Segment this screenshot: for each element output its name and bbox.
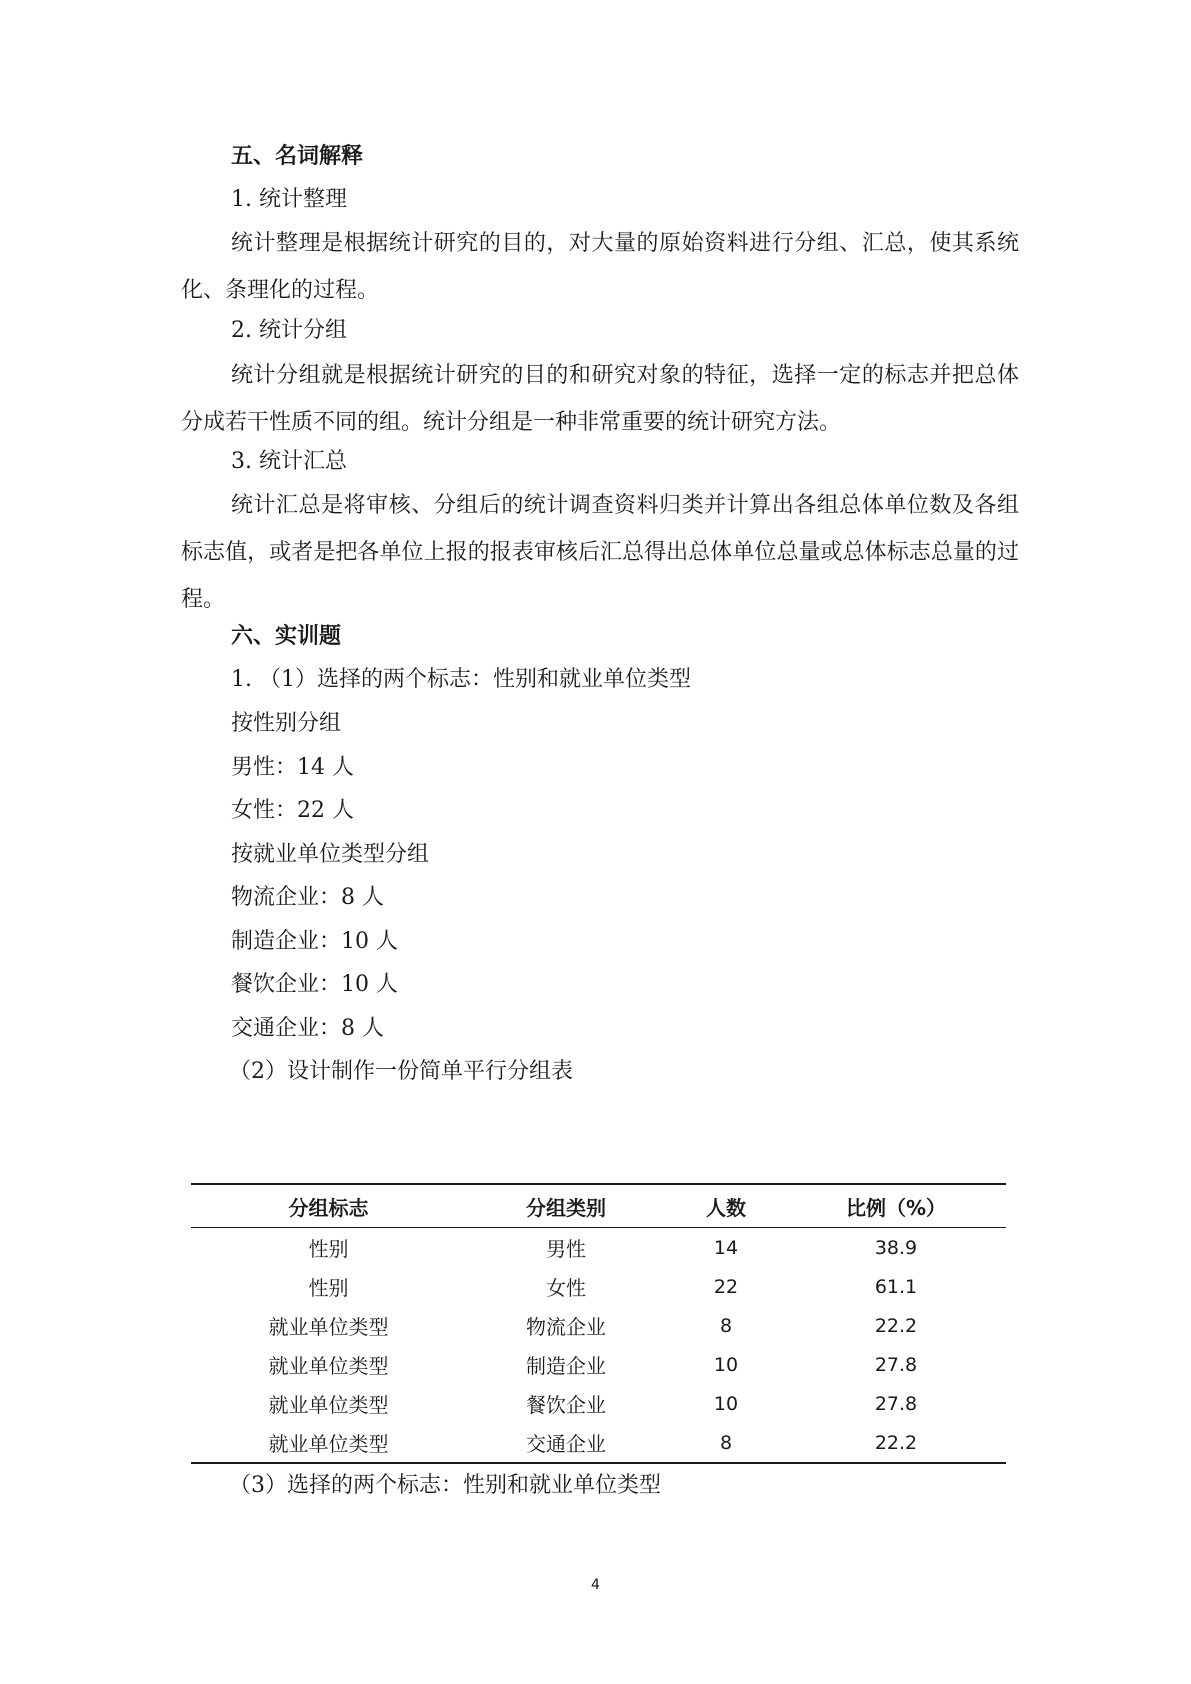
section5-heading: 五、名词解释 — [231, 144, 364, 169]
cell-headcount: 14 — [713, 1236, 739, 1259]
header-group-category: 分组类别 — [466, 1184, 666, 1228]
part2-label: （2）设计制作一份简单平行分组表 — [229, 1059, 573, 1084]
group-by-gender-label: 按性别分组 — [231, 711, 342, 736]
term1-definition: 统计整理是根据统计研究的目的，对大量的原始资料进行分组、汇总，使其系统化、条理化的过程。 — [181, 231, 1019, 303]
table-row — [191, 1384, 1006, 1423]
table-row — [191, 1267, 1006, 1306]
cell-group-category: 餐饮企业 — [526, 1393, 606, 1417]
cell-percentage: 27.8 — [874, 1392, 918, 1415]
header-percentage: 比例（%） — [786, 1184, 1006, 1228]
table-row — [191, 1345, 1006, 1384]
cell-headcount: 8 — [666, 1423, 786, 1463]
term3-title: 3. 统计汇总 — [231, 449, 347, 474]
cell-group-marker: 就业单位类型 — [191, 1423, 466, 1463]
manufacturing-count: 制造企业：10 人 — [231, 929, 398, 954]
page-number: 4 — [591, 1577, 600, 1593]
cell-percentage: 38.9 — [874, 1236, 918, 1259]
table-row — [191, 1423, 1006, 1463]
cell-percentage: 22.2 — [874, 1314, 918, 1337]
cell-headcount: 22 — [713, 1275, 739, 1298]
cell-group-category: 交通企业 — [466, 1423, 666, 1463]
table-row — [191, 1228, 1006, 1268]
cell-group-category: 女性 — [546, 1276, 586, 1300]
logistics-count: 物流企业：8 人 — [231, 885, 384, 910]
cell-group-category: 男性 — [546, 1237, 586, 1261]
cell-group-marker: 就业单位类型 — [268, 1393, 389, 1417]
cell-headcount: 8 — [719, 1314, 733, 1337]
cell-group-category: 制造企业 — [526, 1354, 606, 1378]
section6-heading: 六、实训题 — [231, 624, 342, 649]
parallel-grouping-table — [191, 1183, 1006, 1464]
cell-percentage: 27.8 — [874, 1353, 918, 1376]
q1-intro: 1. （1）选择的两个标志：性别和就业单位类型 — [231, 667, 691, 692]
catering-count: 餐饮企业：10 人 — [231, 972, 398, 997]
female-count: 女性：22 人 — [231, 798, 354, 823]
transport-count: 交通企业：8 人 — [231, 1016, 384, 1041]
part3-label: （3）选择的两个标志：性别和就业单位类型 — [229, 1473, 661, 1498]
header-headcount: 人数 — [666, 1184, 786, 1228]
group-by-employer-label: 按就业单位类型分组 — [231, 842, 430, 867]
cell-group-marker: 就业单位类型 — [268, 1315, 389, 1339]
table-header-row — [191, 1184, 1006, 1228]
cell-group-marker: 性别 — [308, 1276, 349, 1300]
term1-title: 1. 统计整理 — [231, 187, 347, 212]
header-group-marker: 分组标志 — [191, 1184, 466, 1228]
cell-headcount: 10 — [713, 1392, 739, 1415]
cell-group-category: 物流企业 — [526, 1315, 606, 1339]
cell-headcount: 10 — [713, 1353, 739, 1376]
cell-percentage: 61.1 — [874, 1275, 918, 1298]
male-count: 男性：14 人 — [231, 755, 354, 780]
cell-percentage: 22.2 — [786, 1423, 1006, 1463]
table-row — [191, 1306, 1006, 1345]
term2-definition: 统计分组就是根据统计研究的目的和研究对象的特征，选择一定的标志并把总体分成若干性质不同的组。统计分组是一种非常重要的统计研究方法。 — [181, 363, 1019, 435]
term2-title: 2. 统计分组 — [231, 318, 347, 343]
term3-definition: 统计汇总是将审核、分组后的统计调查资料归类并计算出各组总体单位数及各组标志值，或者是把各单位上报的报表审核后汇总得出总体单位总量或总体标志总量的过程。 — [181, 493, 1019, 612]
cell-group-marker: 性别 — [308, 1237, 349, 1261]
cell-group-marker: 就业单位类型 — [268, 1354, 389, 1378]
